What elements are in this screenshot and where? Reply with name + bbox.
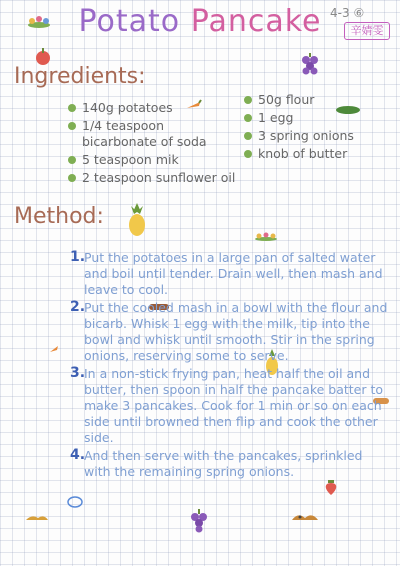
method-step xyxy=(70,448,392,480)
ingredient-text: 5 teaspoon mik xyxy=(82,152,179,167)
ingredient-text: 3 spring onions xyxy=(258,128,354,143)
step-text: Put the cooled mash in a bowl with the flour and bicarb. Whisk 1 egg with the milk, tip into the bowl and whisk until smooth. Stir in the spring onions, reserving some to serve. xyxy=(84,300,388,363)
list-item xyxy=(244,128,394,144)
bullet-dot-icon xyxy=(68,104,76,112)
list-item xyxy=(244,92,394,108)
bullet-dot-icon xyxy=(68,122,76,130)
ginger-doodle-icon xyxy=(290,508,320,526)
step-number: 4. xyxy=(70,447,86,463)
class-number xyxy=(330,6,364,20)
class-circle-number: ⑥ xyxy=(353,6,365,20)
ingredients-right-list xyxy=(244,92,394,164)
grapes-doodle-icon xyxy=(188,508,210,534)
ginger-doodle-icon xyxy=(24,512,50,524)
ingredient-text: 50g flour xyxy=(258,92,315,107)
method-step xyxy=(70,250,392,298)
pineapple-doodle-icon xyxy=(124,202,150,238)
ingredients-heading: Ingredients: xyxy=(14,64,146,89)
step-text: And then serve with the pancakes, sprinkled with the remaining spring onions. xyxy=(84,448,363,479)
ingredient-text: 140g potatoes xyxy=(82,100,173,115)
bullet-dot-icon xyxy=(68,174,76,182)
ingredient-text: 1 egg xyxy=(258,110,294,125)
list-item xyxy=(68,118,240,150)
grapes-doodle-icon xyxy=(300,52,320,78)
step-number: 1. xyxy=(70,249,86,265)
flower-row-doodle-icon xyxy=(254,230,278,242)
ingredient-text: 1/4 teaspoon bicarbonate of soda xyxy=(82,118,207,149)
bullet-dot-icon xyxy=(244,96,252,104)
list-item xyxy=(244,110,394,126)
flower-doodle-icon xyxy=(26,14,52,30)
method-step xyxy=(70,300,392,364)
method-step xyxy=(70,366,392,446)
class-number-text: 4-3 xyxy=(330,6,350,20)
ingredient-text: 2 teaspoon sunflower oil xyxy=(82,170,236,185)
bullet-dot-icon xyxy=(244,132,252,140)
student-name-tag: 辛婧雯 xyxy=(344,22,390,40)
list-item xyxy=(68,152,240,168)
apple-doodle-icon xyxy=(34,46,52,66)
list-item xyxy=(68,100,240,116)
list-item xyxy=(68,170,240,186)
method-steps xyxy=(70,250,392,482)
step-number: 3. xyxy=(70,365,86,381)
method-heading: Method: xyxy=(14,204,104,229)
step-text: Put the potatoes in a large pan of salted water and boil until tender. Drain well, then mash and leave to cool. xyxy=(84,250,383,297)
step-text: In a non-stick frying pan, heat half the oil and butter, then spoon in half the pancake batter to make 3 pancakes. Cook for 1 min or so on each side until browned then flip and cook the other side. xyxy=(84,366,384,445)
ingredient-text: knob of butter xyxy=(258,146,348,161)
list-item xyxy=(244,146,394,162)
bullet-dot-icon xyxy=(68,156,76,164)
ingredients-left-list xyxy=(68,100,240,188)
title-word-pancake: Pancake xyxy=(190,4,322,39)
bird-doodle-icon xyxy=(66,494,84,508)
title-word-potato: Potato xyxy=(78,4,181,39)
step-number: 2. xyxy=(70,299,86,315)
bullet-dot-icon xyxy=(244,114,252,122)
carrot-doodle-icon xyxy=(48,342,60,354)
bullet-dot-icon xyxy=(244,150,252,158)
